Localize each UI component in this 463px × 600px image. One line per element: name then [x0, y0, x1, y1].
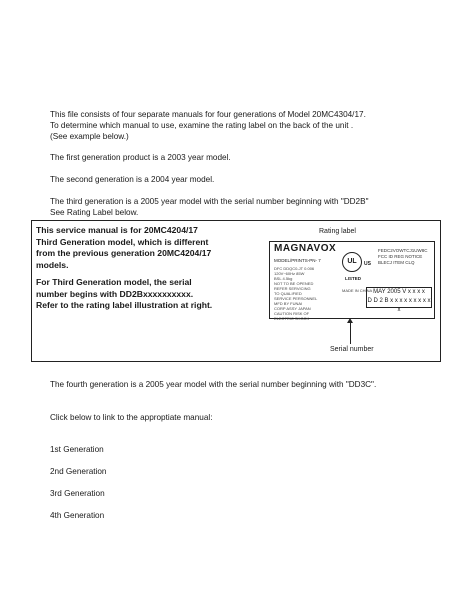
- label-fineprint: [274, 266, 336, 321]
- serial-date-line: MAY 2005 V x x x x: [373, 289, 425, 295]
- notice-line: Refer to the rating label illustration at right.: [36, 300, 213, 310]
- ul-listed-icon: UL: [342, 252, 362, 272]
- made-in-text: MADE IN CHINA: [342, 288, 373, 293]
- third-generation-text-line1: The third generation is a 2005 year model with the serial number beginning with "DD2B": [50, 197, 369, 206]
- serial-number-box: [366, 287, 432, 313]
- intro-line: This file consists of four separate manuals for four generations of Model 20MC4304/17.: [50, 110, 366, 119]
- fineprint-line: 120V~60Hz 85W: [274, 271, 305, 276]
- fineprint-line: CAUTION RISK OF: [274, 311, 310, 316]
- link-1st-generation[interactable]: 1st Generation: [50, 445, 104, 454]
- fourth-generation-text: The fourth generation is a 2005 year model with the serial number beginning with "DD3C".: [50, 380, 377, 389]
- fineprint-line: BSL 4.5kg: [274, 276, 293, 281]
- intro-line: To determine which manual to use, examine the rating label on the back of the unit .: [50, 121, 354, 130]
- model-line: MODEL/PRINTS-PN- 7: [274, 258, 321, 263]
- service-manual-notice: [36, 225, 258, 312]
- notice-line: This service manual is for 20MC4204/17: [36, 225, 198, 235]
- notice-line: number begins with DD2Bxxxxxxxxxx.: [36, 288, 194, 299]
- fineprint-line: NOT TO BE OPENED: [274, 281, 314, 286]
- rating-label-illustration: [269, 241, 435, 319]
- service-manual-box: [31, 220, 441, 362]
- fineprint-line: MFD BY FUNAI: [274, 301, 303, 306]
- rating-label-caption: Rating label: [319, 228, 356, 235]
- link-3rd-generation[interactable]: 3rd Generation: [50, 489, 105, 498]
- notice-line: For Third Generation model, the serial: [36, 277, 192, 287]
- link-4th-generation[interactable]: 4th Generation: [50, 511, 105, 520]
- brand-logo: MAGNAVOX: [274, 243, 337, 254]
- listed-mark: LISTED: [345, 276, 362, 281]
- label-info-line: BLECJ ITEM CLQ: [378, 260, 415, 265]
- label-info-right: [378, 248, 428, 266]
- label-info-line: FCC ID REG NOTICE: [378, 254, 423, 259]
- first-generation-text: The first generation product is a 2003 year model.: [50, 153, 231, 162]
- fineprint-line: TO QUALIFIED: [274, 291, 302, 296]
- serial-pointer-line: [350, 322, 351, 344]
- intro-paragraph: [50, 109, 450, 142]
- fineprint-line: ELECTRIC SHOCK: [274, 316, 310, 321]
- notice-line: from the previous generation 20MC4204/17: [36, 248, 212, 258]
- fineprint-line: CORP ASSY JAPAN: [274, 306, 311, 311]
- fineprint-line: DFC DDQC0-JT 0.006: [274, 266, 315, 271]
- us-mark: US: [364, 261, 371, 267]
- links-intro-text: Click below to link to the approptiate manual:: [50, 413, 213, 422]
- label-info-line: FEDC2VOWTCJ1UW8C: [378, 248, 428, 253]
- link-2nd-generation[interactable]: 2nd Generation: [50, 467, 107, 476]
- serial-number-line: D D 2 B x x x x x x x x x x: [367, 298, 431, 313]
- fineprint-line: REFER SERVICING: [274, 286, 311, 291]
- serial-number-caption: Serial number: [330, 346, 374, 353]
- intro-line: (See example below.): [50, 132, 129, 141]
- third-generation-text-line2: See Rating Label below.: [50, 208, 139, 217]
- notice-line: models.: [36, 259, 69, 270]
- notice-line: Third Generation model, which is different: [36, 236, 209, 247]
- fineprint-line: SERVICE PERSONNEL: [274, 296, 318, 301]
- second-generation-text: The second generation is a 2004 year model.: [50, 175, 215, 184]
